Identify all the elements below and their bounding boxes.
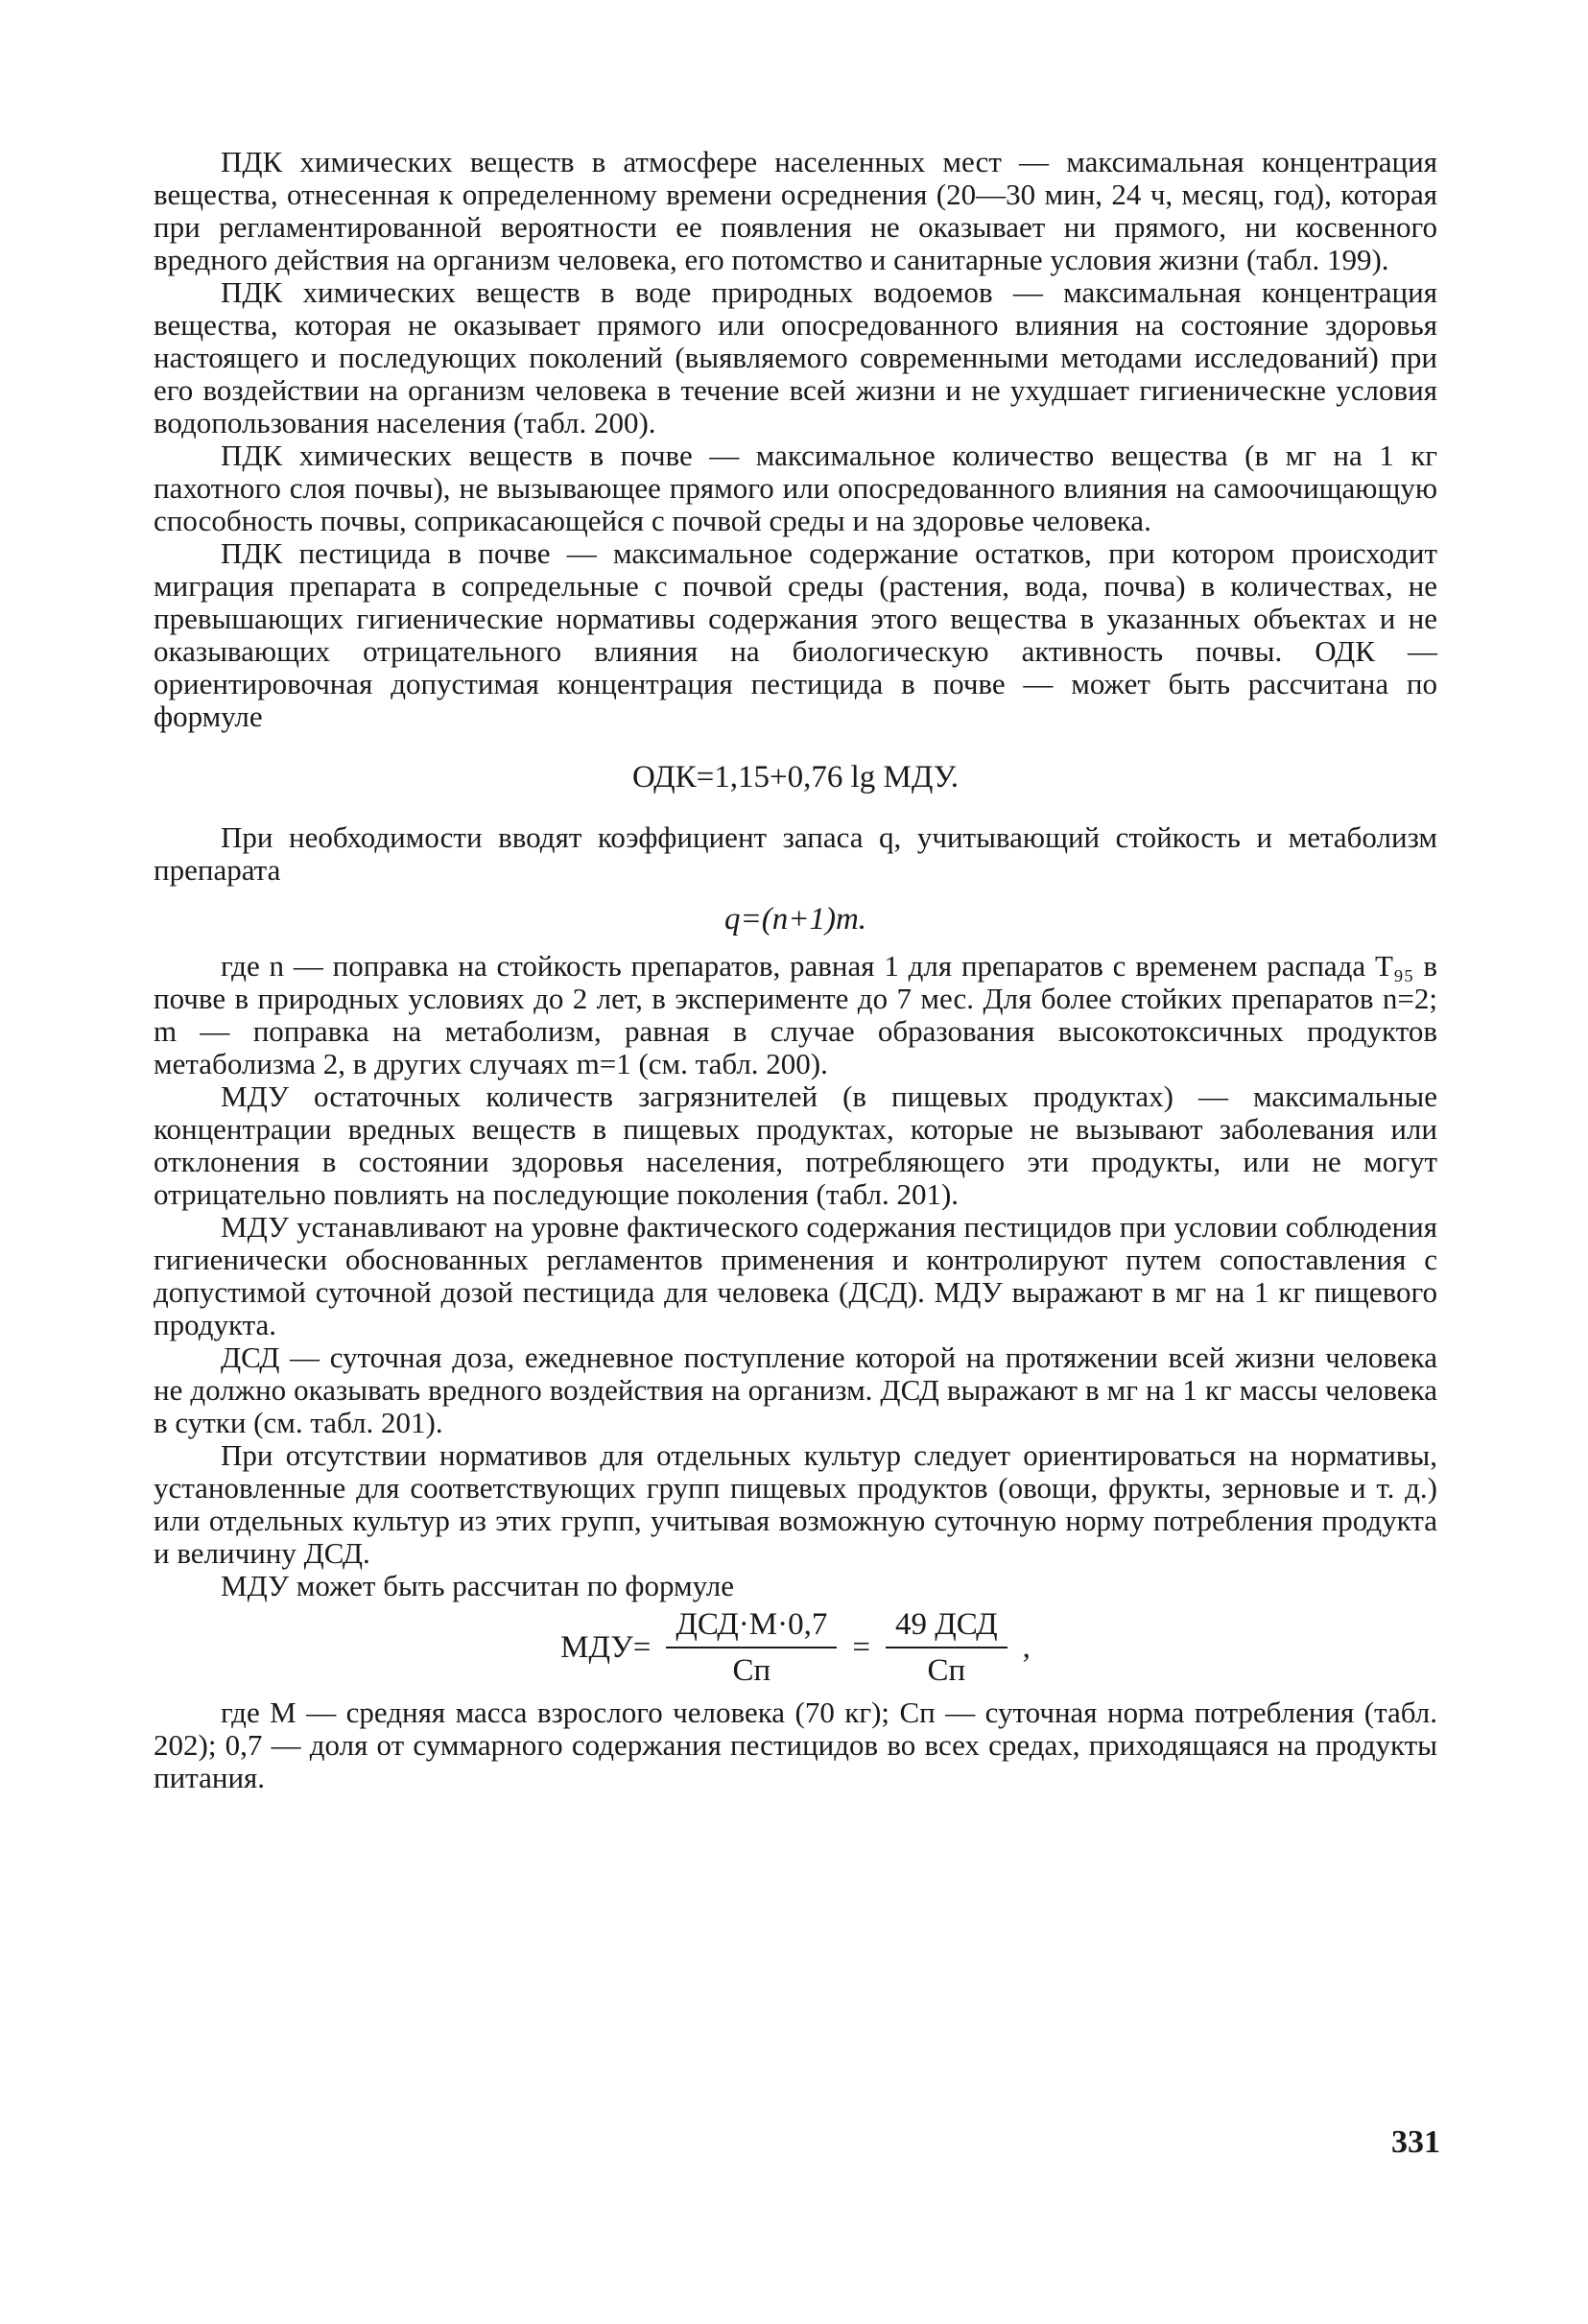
page-body xyxy=(154,146,1437,1794)
paragraph-no-norms: При отсутствии нормативов для отдельных культур следует ориентироваться на нормативы, установленные для соответствующих групп пищевых продуктов (овощи, фрукты, зерновые и т. д.) или отдельных культур из этих групп, учитывая возможную суточную норму потребления продукта и величину ДСД. xyxy=(154,1438,1437,1570)
paragraph-mdu-formula-intro: МДУ может быть рассчитан по формуле xyxy=(221,1569,735,1602)
fraction-49-dsd xyxy=(886,1606,1007,1689)
fraction-denominator: Сп xyxy=(927,1653,966,1688)
paragraph-pdk-atmosphere: ПДК химических веществ в атмосфере населенных мест — максимальная концентрация вещества, отнесенная к определенному времени осреднения (20—30 мин, 24 ч, месяц, год), которая при регламентированной вероятности ее появления не оказывает ни прямого, ни косвенного вредного действия на организм человека, его потомство и санитарные условия жизни (табл. 199). xyxy=(154,145,1437,276)
formula-mdu xyxy=(154,1606,1437,1689)
fraction-numerator: ДСД·М·0,7 xyxy=(666,1606,837,1648)
formula-q: q=(n+1)m. xyxy=(723,902,867,937)
paragraph-where-n-m: где n — поправка на стойкость препаратов, равная 1 для препаратов с временем распада T₉₅ в почве в природных условиях до 2 лет, в эксперименте до 7 мес. Для более стойких препаратов n=2; m — поправка на метаболизм, равная в случае образования высокотоксичных продуктов метаболизма 2, в других случаях m=1 (см. табл. 200). xyxy=(154,949,1437,1080)
paragraph-safety-factor: При необходимости вводят коэффициент запаса q, учитывающий стойкость и метаболизм препарата xyxy=(154,820,1437,887)
paragraph-pdk-water: ПДК химических веществ в воде природных водоемов — максимальная концентрация вещества, которая не оказывает прямого или опосредованного влияния на состояние здоровья настоящего и последующих поколений (выявляемого современными методами исследований) при его воздействии на организм человека в течение всей жизни и не ухудшает гигиеническне условия водопользования населения (табл. 200). xyxy=(154,275,1437,439)
formula-mdu-lhs: МДУ= xyxy=(560,1629,652,1665)
paragraph-pdk-soil: ПДК химических веществ в почве — максимальное количество вещества (в мг на 1 кг пахотного слоя почвы), не вызывающее прямого или опосредованного влияния на самоочищающую способность почвы, соприкасающейся с почвой среды и на здоровье человека. xyxy=(154,439,1437,537)
paragraph-mdu-level: МДУ устанавливают на уровне фактического содержания пестицидов при условии соблюдения гигиенически обоснованных регламентов применения и контролируют путем сопоставления с допустимой суточной дозой пестицида для человека (ДСД). МДУ выражают в мг на 1 кг пищевого продукта. xyxy=(154,1210,1437,1341)
fraction-numerator: 49 ДСД xyxy=(886,1606,1007,1648)
fraction-dsd-m xyxy=(666,1606,837,1689)
paragraph-pdk-pesticide: ПДК пестицида в почве — максимальное содержание остатков, при котором происходит миграция препарата в сопредельные с почвой среды (растения, вода, почва) в количествах, не превышающих гигиенические нормативы содержания этого вещества в указанных объектах и не оказывающих отрицательного влияния на биологическую активность почвы. ОДК — ориентировочная допустимая концентрация пестицида в почве — может быть рассчитана по формуле xyxy=(154,536,1437,733)
fraction-denominator: Сп xyxy=(732,1653,771,1688)
formula-odk: ОДК=1,15+0,76 lg МДУ. xyxy=(631,760,960,794)
paragraph-where-m-cp: где М — средняя масса взрослого человека (70 кг); Сп — суточная норма потребления (табл. 202); 0,7 — доля от суммарного содержания пестицидов во всех средах, приходящаяся на продукты питания. xyxy=(154,1696,1437,1794)
formula-comma: , xyxy=(1022,1629,1031,1665)
formula-equals: = xyxy=(852,1629,870,1665)
page-number: 331 xyxy=(1391,2124,1440,2160)
paragraph-dsd-definition: ДСД — суточная доза, ежедневное поступление которой на протяжении всей жизни человека не должно оказывать вредного воздействия на организм. ДСД выражают в мг на 1 кг массы человека в сутки (см. табл. 201). xyxy=(154,1340,1437,1439)
paragraph-mdu-definition: МДУ остаточных количеств загрязнителей (в пищевых продуктах) — максимальные концентрации вредных веществ в пищевых продуктах, которые не вызывают заболевания или отклонения в состоянии здоровья населения, потребляющего эти продукты, или не могут отрицательно повлиять на последующие поколения (табл. 201). xyxy=(154,1079,1437,1211)
